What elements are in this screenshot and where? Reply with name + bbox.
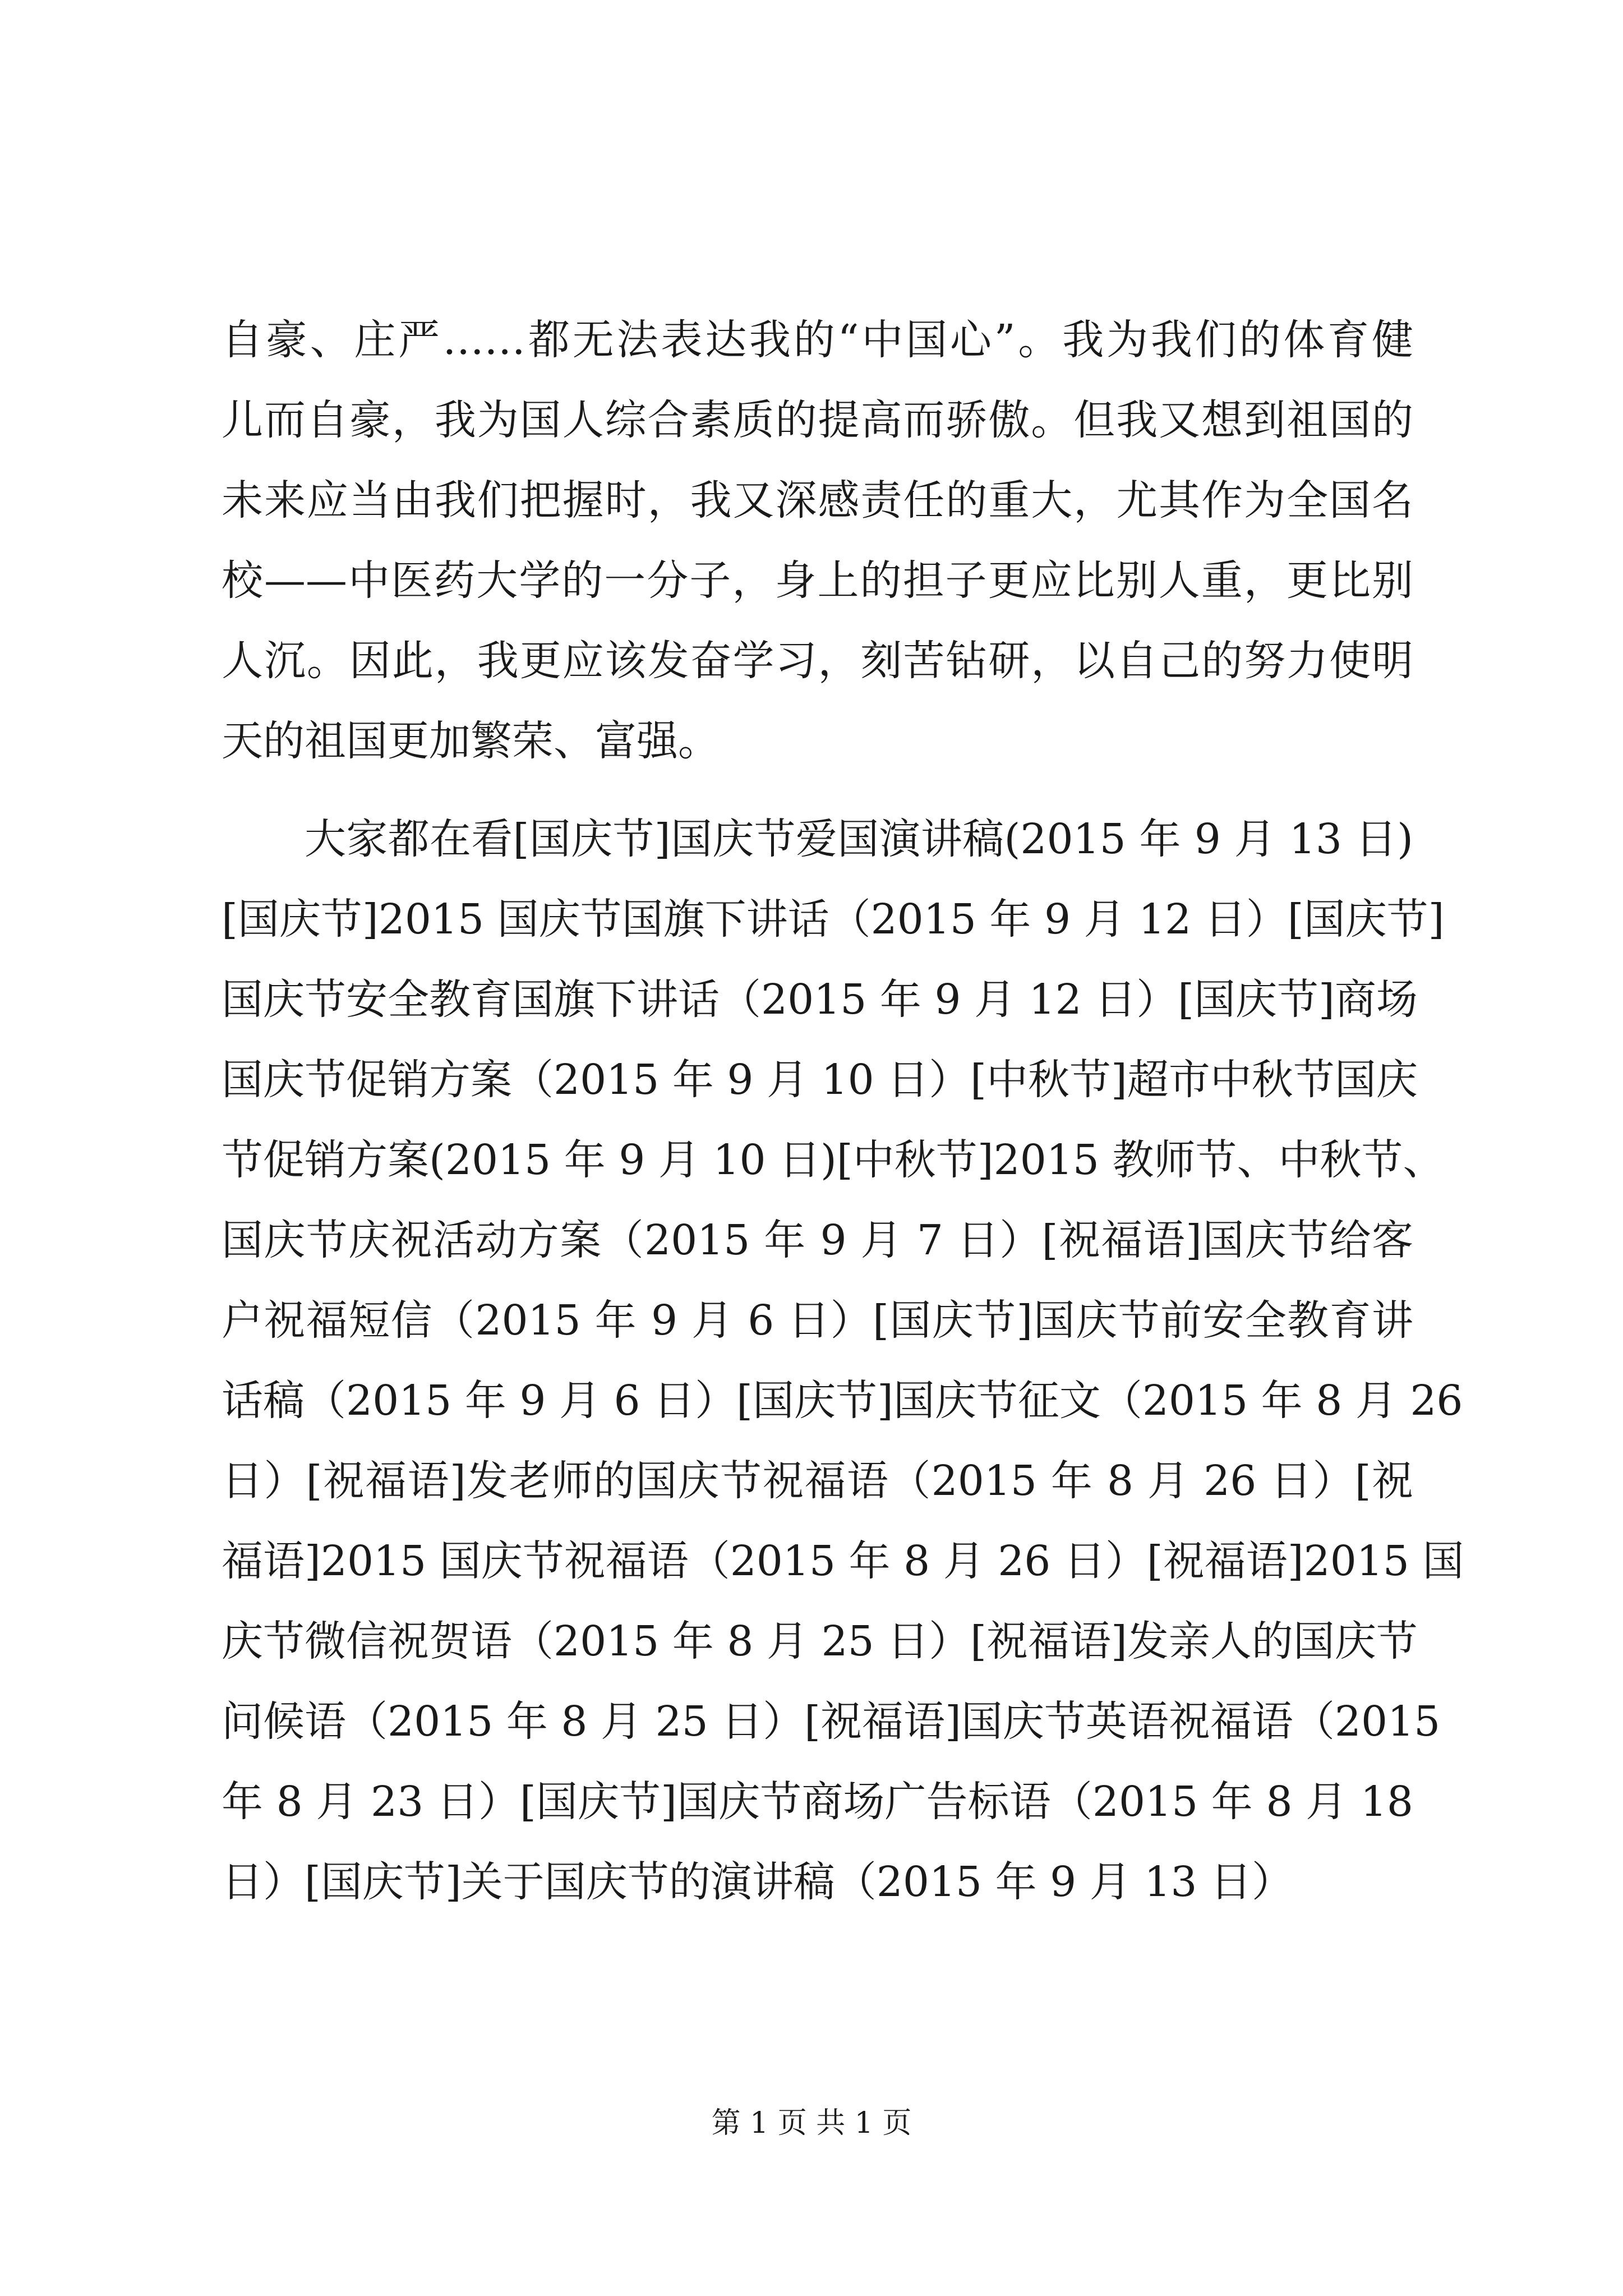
text-line: 儿而自豪，我为国人综合素质的提高而骄傲。但我又想到祖国的 [222, 396, 1413, 444]
text-line: 自豪、庄严……都无法表达我的“中国心”。我为我们的体育健 [222, 316, 1413, 364]
text-line: 校——中医药大学的一分子，身上的担子更应比别人重，更比别 [222, 556, 1413, 605]
text-line: 日）[祝福语]发老师的国庆节祝福语（2015 年 8 月 26 日）[祝 [222, 1457, 1413, 1505]
text-line: 节促销方案(2015 年 9 月 10 日)[中秋节]2015 教师节、中秋节、 [222, 1136, 1445, 1184]
text-line: 天的祖国更加繁荣、富强。 [222, 717, 720, 765]
paragraph-1 [222, 300, 1413, 781]
paragraph-spacer [222, 781, 1413, 799]
text-line: 庆节微信祝贺语（2015 年 8 月 25 日）[祝福语]发亲人的国庆节 [222, 1617, 1418, 1665]
text-line: 国庆节安全教育国旗下讲话（2015 年 9 月 12 日）[国庆节]商场 [222, 976, 1418, 1024]
text-line: 日）[国庆节]关于国庆节的演讲稿（2015 年 9 月 13 日） [222, 1858, 1293, 1906]
text-line: [国庆节]2015 国庆节国旗下讲话（2015 年 9 月 12 日）[国庆节] [222, 895, 1445, 944]
text-line: 国庆节促销方案（2015 年 9 月 10 日）[中秋节]超市中秋节国庆 [222, 1056, 1418, 1104]
text-line: 人沉。因此，我更应该发奋学习，刻苦钻研，以自己的努力使明 [222, 637, 1413, 685]
text-line: 话稿（2015 年 9 月 6 日）[国庆节]国庆节征文（2015 年 8 月 26 [222, 1377, 1463, 1425]
text-line: 年 8 月 23 日）[国庆节]国庆节商场广告标语（2015 年 8 月 18 [222, 1778, 1413, 1826]
text-line: 大家都在看[国庆节]国庆节爱国演讲稿(2015 年 9 月 13 日) [305, 815, 1413, 863]
text-line: 问候语（2015 年 8 月 25 日）[祝福语]国庆节英语祝福语（2015 [222, 1697, 1441, 1746]
text-line: 未来应当由我们把握时，我又深感责任的重大，尤其作为全国名 [222, 476, 1413, 524]
text-line: 户祝福短信（2015 年 9 月 6 日）[国庆节]国庆节前安全教育讲 [222, 1296, 1413, 1345]
text-line: 国庆节庆祝活动方案（2015 年 9 月 7 日）[祝福语]国庆节给客 [222, 1216, 1413, 1264]
document-body [222, 300, 1464, 1922]
text-line: 福语]2015 国庆节祝福语（2015 年 8 月 26 日）[祝福语]2015 国 [222, 1537, 1464, 1585]
paragraph-2 [222, 799, 1464, 1922]
page-number-footer: 第 1 页 共 1 页 [711, 2106, 912, 2140]
